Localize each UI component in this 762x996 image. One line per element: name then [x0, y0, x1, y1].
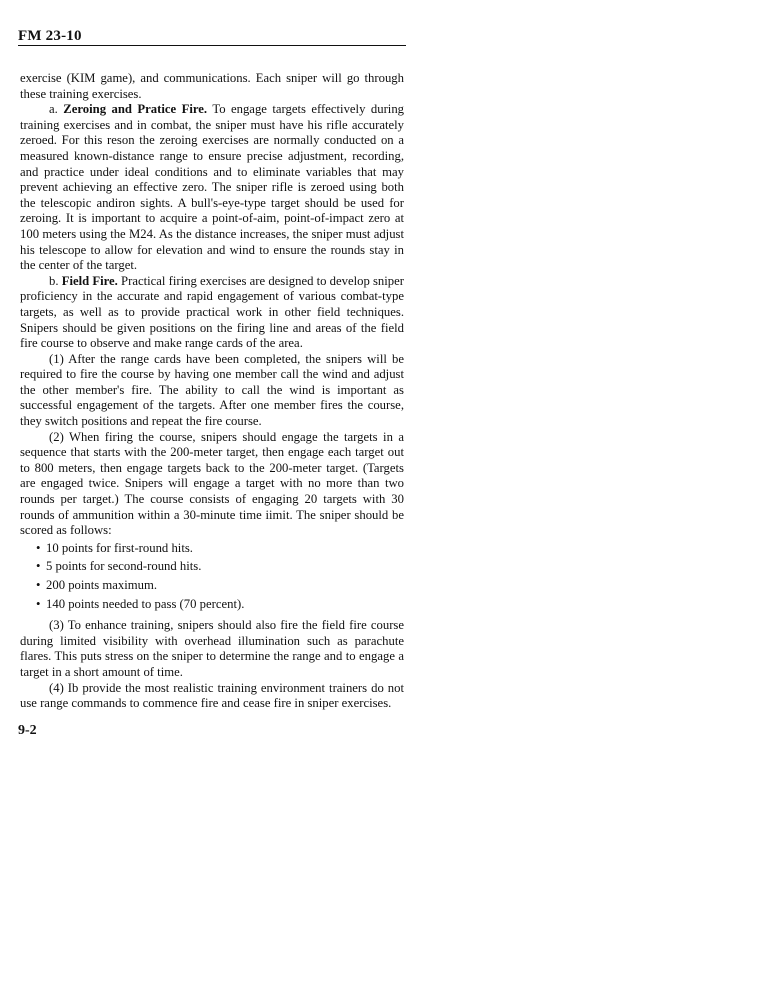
list-item: • 140 points needed to pass (70 percent).	[46, 597, 404, 613]
paragraph-4: (4) Ib provide the most realistic training environment trainers do not use range commands to commence fire and cease fire in sniper exercises.	[20, 680, 404, 711]
body-text	[20, 71, 404, 712]
section-b-heading: Field Fire.	[61, 273, 118, 288]
paragraph-2: (2) When firing the course, snipers should engage the targets in a sequence that starts with the 200-meter target, then engage each target out to 800 meters, then engage targets back to the 200-meter target. (Targets are engaged twice. Snipers will engage a target with no more than two rounds per target.) The course consists of engaging 20 targets with 30 rounds of ammunition within a 30-minute time iimit. The sniper should be scored as follows:	[20, 429, 404, 538]
section-b-text: Practical firing exercises are designed to develop sniper proficiency in the accurate and rapid engagement of various combat-type targets, as well as to provide practical work in other field techniques. Snipers should be given positions on the firing line and areas of the field fire course to observe and make range cards of the area.	[20, 273, 405, 351]
section-a-text: To engage targets effectively during training exercises and in combat, the sniper must have his rifle accurately zeroed. For this reson the zeroing exercises are normally conducted on a measured known-distance range to ensure precise adjustment, recording, and practice under ideal conditions and to eliminate variables that may prevent achieving an effective zero. The sniper rifle is zeroed using both the telescopic andiron sights. A bull's-eye-type target should be used for zeroing. It is important to acquire a point-of-aim, point-of-impact zero at 100 meters using the M24. As the distance increases, the sniper must adjust his telescope to allow for elevation and wind to ensure the rounds stay in the center of the target.	[20, 102, 405, 273]
section-b-marker: b.	[49, 273, 59, 288]
paragraph-3: (3) To enhance training, snipers should also fire the field fire course during limited visibility with overhead illumination such as parachute flares. This puts stress on the sniper to determine the range and to engage a target in a short amount of time.	[20, 618, 404, 679]
paragraph-1: (1) After the range cards have been completed, the snipers will be required to fire the course by having one member call the wind and adjust the other member's fire. The ability to call the wind is important as successful engagement of the targets. After one member fires the course, they switch positions and repeat the fire course.	[20, 351, 404, 429]
page-header	[18, 27, 406, 46]
field-manual-number: FM 23-10	[18, 28, 82, 44]
section-a-heading: Zeroing and Pratice Fire.	[63, 102, 208, 117]
list-item: • 10 points for first-round hits.	[46, 541, 404, 557]
list-item: • 5 points for second-round hits.	[46, 559, 404, 575]
list-item: • 200 points maximum.	[46, 578, 404, 594]
page-number: 9-2	[18, 723, 37, 738]
scoring-list	[20, 541, 404, 612]
section-a-paragraph	[20, 102, 404, 274]
intro-paragraph: exercise (KIM game), and communications. Each sniper will go through these training exercises.	[20, 71, 404, 101]
section-b-paragraph	[20, 274, 404, 352]
section-a-marker: a.	[49, 102, 58, 117]
